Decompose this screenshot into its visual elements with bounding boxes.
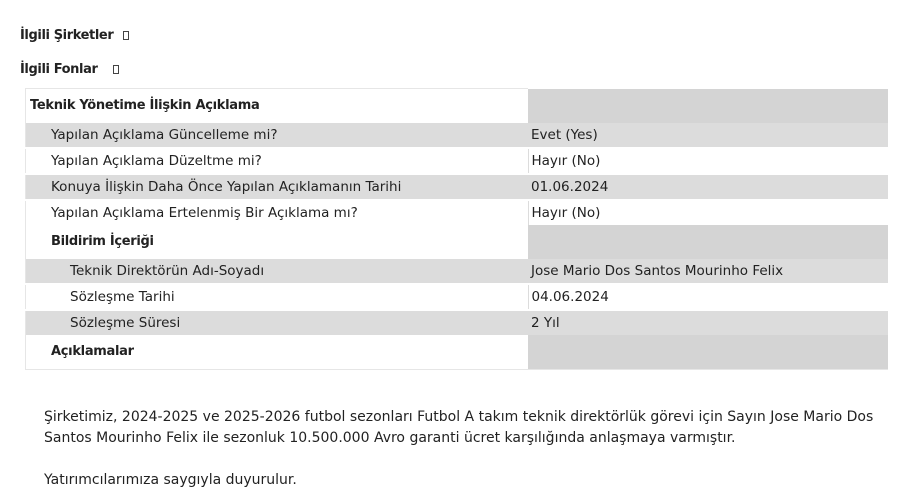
closing-text: Yatırımcılarımıza saygıyla duyurulur.	[44, 472, 297, 488]
row-label: Teknik Direktörün Adı-Soyadı	[26, 259, 529, 284]
table-row	[26, 310, 889, 335]
row-label: Yapılan Açıklama Ertelenmiş Bir Açıklama mı?	[26, 200, 529, 225]
table-header: Teknik Yönetime İlişkin Açıklama	[26, 89, 529, 124]
row-value: Hayır (No)	[528, 148, 888, 174]
table-row	[26, 259, 889, 284]
row-value: 04.06.2024	[528, 284, 888, 310]
row-label: Yapılan Açıklama Güncelleme mi?	[26, 123, 529, 148]
row-value: Jose Mario Dos Santos Mourinho Felix	[528, 259, 888, 284]
table-row	[26, 284, 889, 310]
section-header-row	[26, 225, 889, 259]
table-row	[26, 174, 889, 200]
section-header-value	[528, 225, 888, 259]
related-companies-toggle[interactable]	[20, 28, 129, 43]
row-label: Sözleşme Süresi	[26, 310, 529, 335]
disclosure-table	[25, 88, 888, 370]
table-row	[26, 200, 889, 225]
expand-icon[interactable]	[113, 65, 119, 74]
row-label: Yapılan Açıklama Düzeltme mi?	[26, 148, 529, 174]
related-funds-toggle[interactable]	[20, 62, 119, 77]
row-value: 01.06.2024	[528, 174, 888, 200]
table-header-row	[26, 89, 889, 124]
row-label: Konuya İlişkin Daha Önce Yapılan Açıklamanın Tarihi	[26, 174, 529, 200]
row-value: Hayır (No)	[528, 200, 888, 225]
related-funds-label: İlgili Fonlar	[20, 62, 98, 77]
notes-header: Açıklamalar	[26, 335, 529, 370]
table-header-value	[528, 89, 888, 124]
description-text: Şirketimiz, 2024-2025 ve 2025-2026 futbol sezonları Futbol A takım teknik direktörlük görevi için Sayın Jose Mario Dos Santos Mourinho Felix ile sezonluk 10.500.000 Avro garanti ücret karşılığında anlaşmaya varmıştır.	[44, 409, 874, 446]
notes-header-row	[26, 335, 889, 370]
related-companies-label: İlgili Şirketler	[20, 28, 114, 43]
row-value: Evet (Yes)	[528, 123, 888, 148]
table-row	[26, 148, 889, 174]
notes-header-value	[528, 335, 888, 370]
row-label: Sözleşme Tarihi	[26, 284, 529, 310]
section-header: Bildirim İçeriği	[51, 234, 154, 249]
row-value: 2 Yıl	[528, 310, 888, 335]
expand-icon[interactable]	[123, 31, 129, 40]
table-row	[26, 123, 889, 148]
